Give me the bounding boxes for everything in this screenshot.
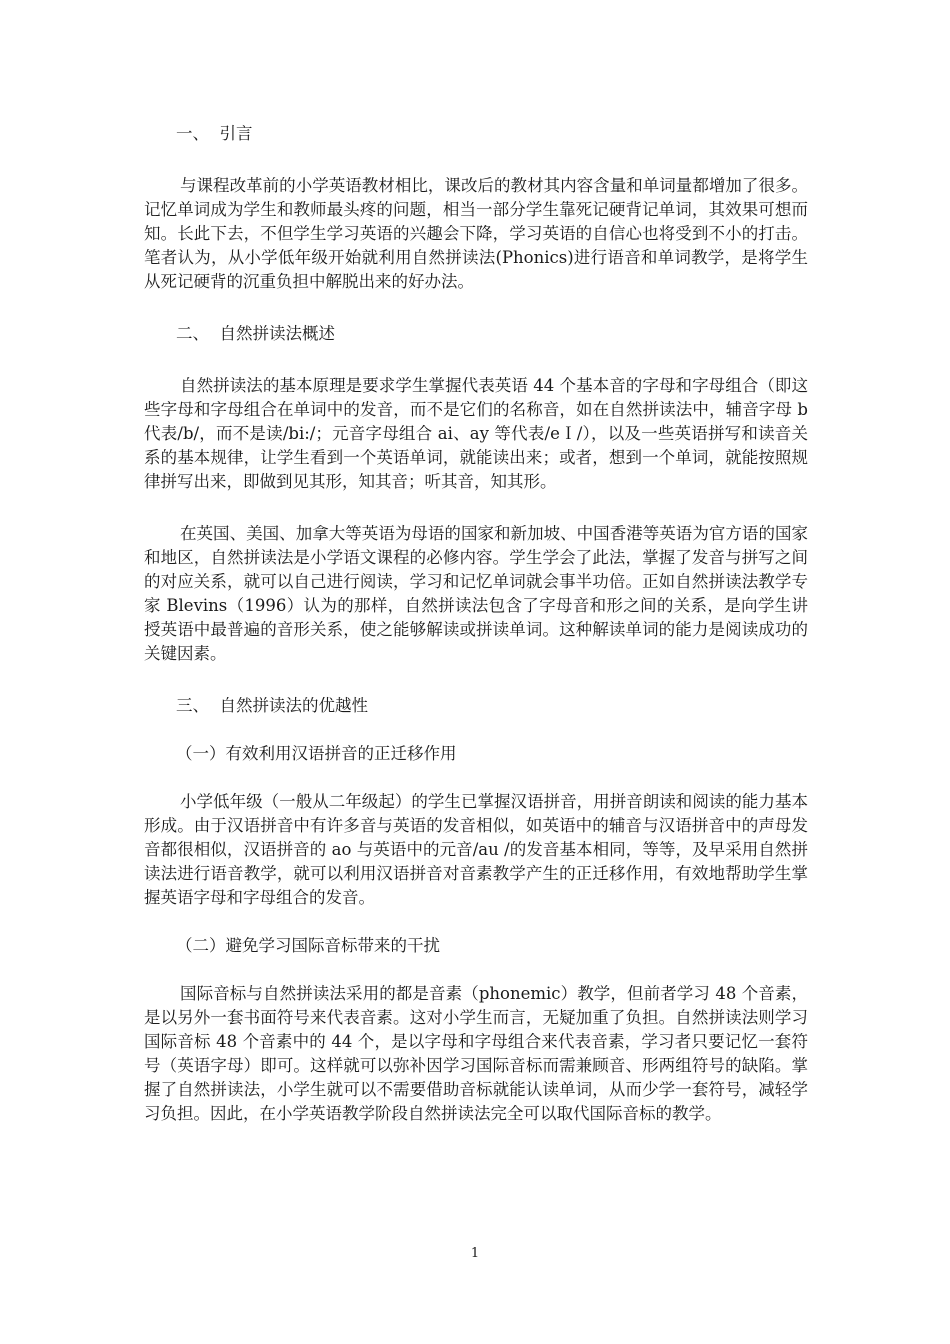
- section-heading-2: 二、 自然拼读法概述: [176, 324, 335, 343]
- spacer: [144, 294, 808, 322]
- paragraph-phonics-overview-2: 在英国、美国、加拿大等英语为母语的国家和新加坡、中国香港等英语为官方语的国家和地区，自然拼读法是小学语文课程的必修内容。学生学会了此法，掌握了发音与拼写之间的对应关系，就可以自己进行阅读，学习和记忆单词就会事半功倍。正如自然拼读法教学专家 Blevins（1996）认为的那样，自然拼读法包含了字母音和形之间的关系，是向学生讲授英语中最普遍的音形关系，使之能够解读或拼读单词。这种解读单词的能力是阅读成功的关键因素。: [144, 524, 808, 663]
- subsection-heading-2: （二）避免学习国际音标带来的干扰: [176, 936, 440, 955]
- spacer: [144, 146, 808, 174]
- spacer: [144, 346, 808, 374]
- page-number: 1: [470, 1246, 480, 1261]
- spacer: [144, 958, 808, 982]
- spacer: [144, 494, 808, 522]
- spacer: [144, 766, 808, 790]
- section-heading-3: 三、 自然拼读法的优越性: [176, 696, 368, 715]
- document-body: [144, 122, 808, 1126]
- spacer: [144, 910, 808, 934]
- paragraph-pinyin-transfer: 小学低年级（一般从二年级起）的学生已掌握汉语拼音，用拼音朗读和阅读的能力基本形成。由于汉语拼音中有许多音与英语的发音相似，如英语中的辅音与汉语拼音中的声母发音都很相似，汉语拼音的 ao 与英语中的元音/au /的发音基本相同，等等，及早采用自然拼读法进行语音教学，就可以利用汉语拼音对音素教学产生的正迁移作用，有效地帮助学生掌握英语字母和字母组合的发音。: [144, 792, 808, 907]
- spacer: [144, 666, 808, 694]
- paragraph-introduction: 与课程改革前的小学英语教材相比，课改后的教材其内容含量和单词量都增加了很多。记忆单词成为学生和教师最头疼的问题，相当一部分学生靠死记硬背记单词，其效果可想而知。长此下去，不但学生学习英语的兴趣会下降，学习英语的自信心也将受到不小的打击。笔者认为，从小学低年级开始就利用自然拼读法(Phonics)进行语音和单词教学，是将学生从死记硬背的沉重负担中解脱出来的好办法。: [144, 176, 808, 291]
- spacer: [144, 718, 808, 742]
- paragraph-phonics-overview-1: 自然拼读法的基本原理是要求学生掌握代表英语 44 个基本音的字母和字母组合（即这些字母和字母组合在单词中的发音，而不是它们的名称音，如在自然拼读法中，辅音字母 b 代表/b/，而不是读/bi:/；元音字母组合 ai、ay 等代表/eＩ/），以及一些英语拼写和读音关系的基本规律，让学生看到一个英语单词，就能读出来；或者，想到一个单词，就能按照规律拼写出来，即做到见其形，知其音；听其音，知其形。: [144, 376, 808, 491]
- paragraph-ipa-interference: 国际音标与自然拼读法采用的都是音素（phonemic）教学，但前者学习 48 个音素，是以另外一套书面符号来代表音素。这对小学生而言，无疑加重了负担。自然拼读法则学习国际音标 48 个音素中的 44 个，是以字母和字母组合来代表音素，学习者只要记忆一套符号（英语字母）即可。这样就可以弥补因学习国际音标而需兼顾音、形两组符号的缺陷。掌握了自然拼读法，小学生就可以不需要借助音标就能认读单词，从而少学一套符号，减轻学习负担。因此，在小学英语教学阶段自然拼读法完全可以取代国际音标的教学。: [144, 984, 808, 1123]
- section-heading-1: 一、 引言: [176, 124, 253, 143]
- subsection-heading-1: （一）有效利用汉语拼音的正迁移作用: [176, 744, 457, 763]
